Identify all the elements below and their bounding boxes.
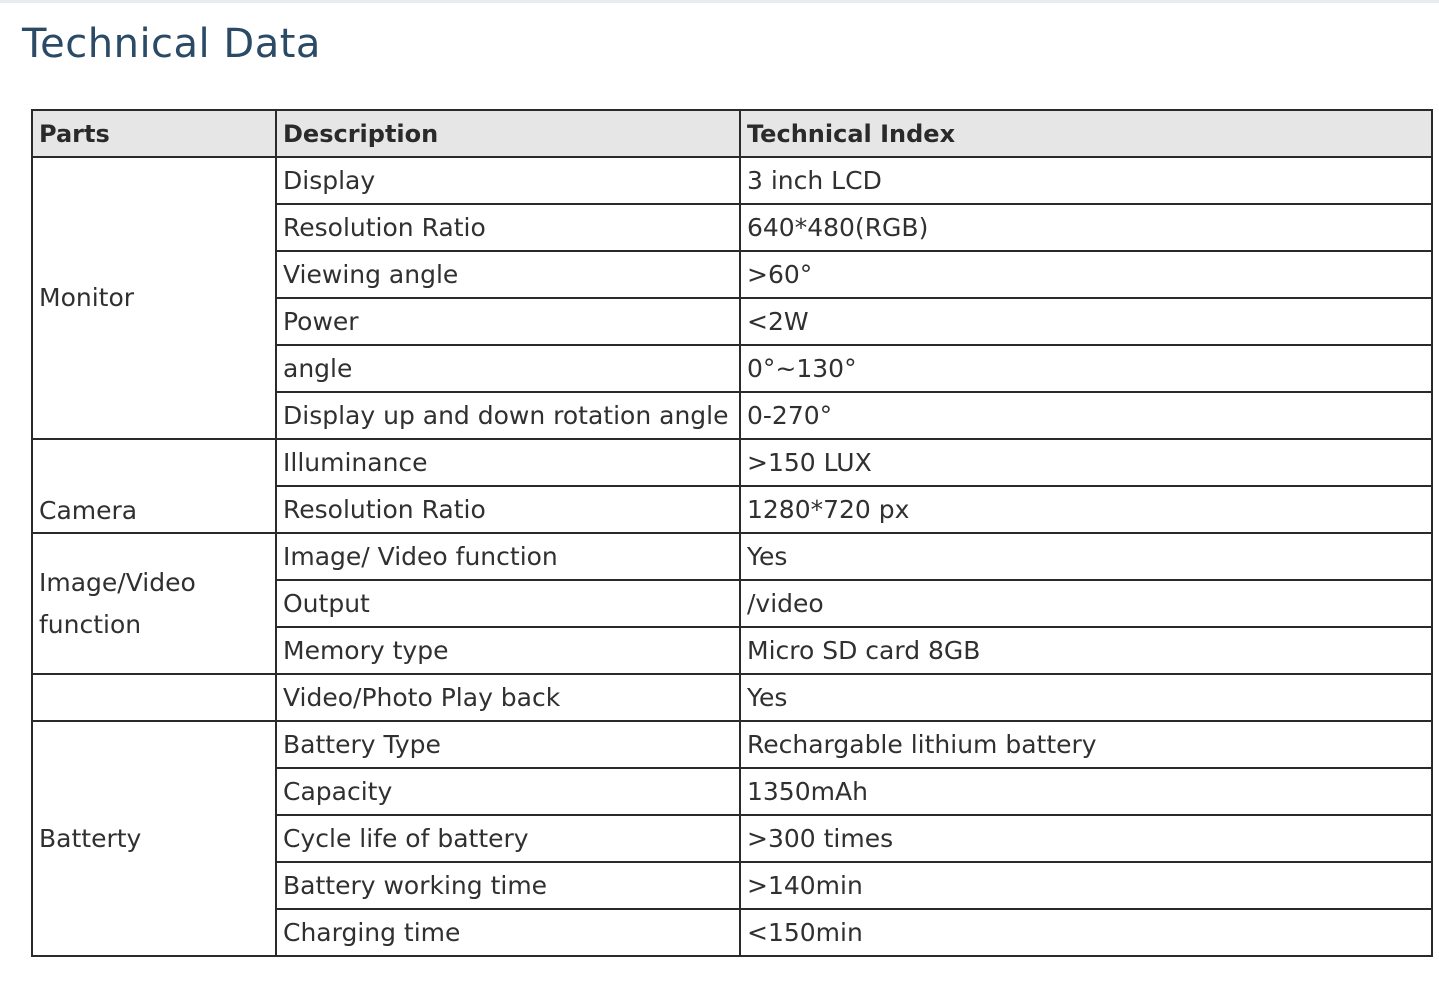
description-cell: Display — [276, 157, 740, 204]
description-cell: Viewing angle — [276, 251, 740, 298]
table-row — [32, 674, 1432, 721]
description-cell: Output — [276, 580, 740, 627]
description-cell: Resolution Ratio — [276, 486, 740, 533]
part-cell-empty — [32, 674, 276, 721]
index-cell: 1350mAh — [740, 768, 1432, 815]
technical-data-table — [31, 109, 1433, 957]
index-cell: 0°~130° — [740, 345, 1432, 392]
index-cell: /video — [740, 580, 1432, 627]
description-cell: Cycle life of battery — [276, 815, 740, 862]
description-cell: angle — [276, 345, 740, 392]
index-cell: Yes — [740, 674, 1432, 721]
index-cell: 640*480(RGB) — [740, 204, 1432, 251]
index-cell: >140min — [740, 862, 1432, 909]
index-cell: <150min — [740, 909, 1432, 956]
table-row — [32, 157, 1432, 204]
description-cell: Battery Type — [276, 721, 740, 768]
table-row — [32, 533, 1432, 580]
index-cell: >60° — [740, 251, 1432, 298]
index-cell: <2W — [740, 298, 1432, 345]
header-technical-index: Technical Index — [740, 110, 1432, 157]
index-cell: 3 inch LCD — [740, 157, 1432, 204]
description-cell: Resolution Ratio — [276, 204, 740, 251]
table-row — [32, 439, 1432, 486]
header-parts: Parts — [32, 110, 276, 157]
description-cell: Image/ Video function — [276, 533, 740, 580]
index-cell: >150 LUX — [740, 439, 1432, 486]
index-cell: Micro SD card 8GB — [740, 627, 1432, 674]
top-divider — [0, 0, 1439, 3]
index-cell: Rechargable lithium battery — [740, 721, 1432, 768]
description-cell: Display up and down rotation angle — [276, 392, 740, 439]
description-cell: Video/Photo Play back — [276, 674, 740, 721]
part-cell-camera: Camera — [32, 439, 276, 533]
description-cell: Illuminance — [276, 439, 740, 486]
part-cell-image-video: Image/Video function — [32, 533, 276, 674]
header-description: Description — [276, 110, 740, 157]
part-cell-battery: Batterty — [32, 721, 276, 956]
description-cell: Charging time — [276, 909, 740, 956]
page-title: Technical Data — [22, 21, 321, 67]
table-row — [32, 721, 1432, 768]
index-cell: 0-270° — [740, 392, 1432, 439]
description-cell: Capacity — [276, 768, 740, 815]
index-cell: >300 times — [740, 815, 1432, 862]
index-cell: 1280*720 px — [740, 486, 1432, 533]
description-cell: Battery working time — [276, 862, 740, 909]
table-header-row — [32, 110, 1432, 157]
index-cell: Yes — [740, 533, 1432, 580]
part-cell-monitor: Monitor — [32, 157, 276, 439]
description-cell: Memory type — [276, 627, 740, 674]
description-cell: Power — [276, 298, 740, 345]
